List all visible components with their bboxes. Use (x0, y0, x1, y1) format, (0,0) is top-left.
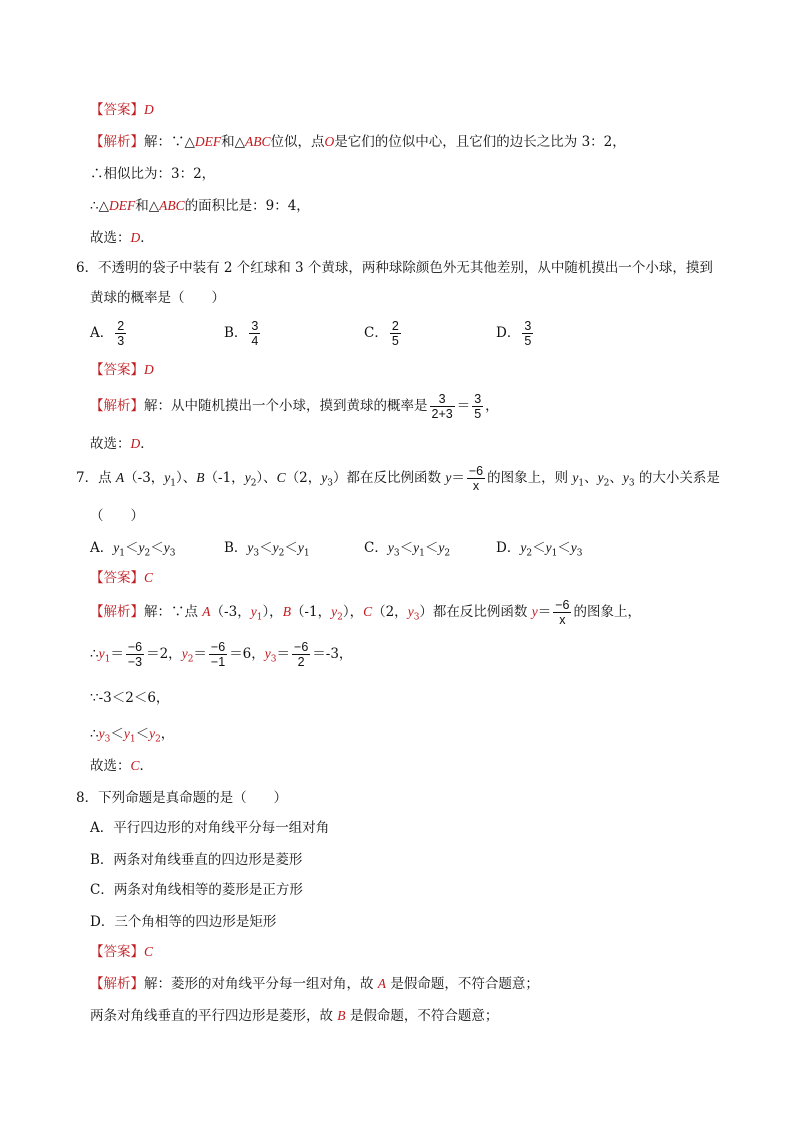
question-6-stem: 6．不透明的袋子中装有 2 个红球和 3 个黄球，两种球除颜色外无其他差别，从中随机摸出一个小球，摸到 (76, 260, 713, 276)
question-8-stem: 8．下列命题是真命题的是（ ） (76, 790, 288, 806)
answer-line-q7: 【答案】C (90, 570, 154, 586)
answer-line-q8: 【答案】C (90, 944, 154, 960)
explanation-line-q8-2: 两条对角线垂直的平行四边形是菱形，故 B 是假命题，不符合题意； (90, 1008, 499, 1024)
q7-option-b: B．$y_3<y_2<y_1$ (224, 540, 310, 559)
explanation-line-q5-3: ∴△DEF和△ABC的面积比是：9：4， (90, 198, 310, 214)
q6-option-c: C． $\frac{2}{5}$ (364, 319, 399, 348)
conclusion-line-q7: 故选：C． (90, 758, 154, 774)
q8-option-d: D．三个角相等的四边形是矩形 (90, 914, 277, 930)
explanation-line-q7-1: 【解析】解：∵点 A（-3，$y_1$），B（-1，$y_2$），C（2，$y_3$）都在反比例函数 y＝ $\frac{-6}{x}$ 的图象上， (90, 598, 641, 627)
question-7-stem-cont: （ ） (90, 508, 144, 524)
question-7-stem: 7．点 A（-3，$y_1$）、B（-1，$y_2$）、C（2，$y_3$）都在反比例函数 y＝ $\frac{-6}{x}$ 的图象上，则 $y_1$、$y_2$、$y_3$ 的大小关系是 (76, 464, 720, 493)
q8-option-c: C．两条对角线相等的菱形是正方形 (90, 882, 303, 898)
answer-line-q5: 【答案】D (90, 102, 154, 118)
q7-option-c: C．$y_3<y_1<y_2$ (364, 540, 451, 559)
q6-option-b: B． $\frac{3}{4}$ (224, 319, 259, 348)
conclusion-line-q5: 故选：D． (90, 230, 154, 246)
q7-option-d: D．$y_2<y_1<y_3$ (496, 540, 583, 559)
q6-option-a: A． $\frac{2}{3}$ (90, 319, 125, 348)
explanation-line-q7-4: $\therefore y_3<y_1<y_2$， (90, 726, 175, 745)
conclusion-line-q6: 故选：D． (90, 436, 154, 452)
q6-option-d: D． $\frac{3}{5}$ (496, 319, 532, 348)
explanation-line-q8-1: 【解析】解：菱形的对角线平分每一组对角，故 A 是假命题，不符合题意； (90, 976, 539, 992)
explanation-line-q7-3: ∵-3＜2＜6， (90, 690, 170, 706)
explanation-line-q5-2: ∴相似比为：3：2， (90, 166, 216, 182)
explanation-line-q5-1: 【解析】解：∵△DEF和△ABC位似，点O是它们的位似中心，且它们的边长之比为 3：2， (90, 134, 626, 150)
q8-option-b: B．两条对角线垂直的四边形是菱形 (90, 852, 303, 868)
q8-option-a: A．平行四边形的对角线平分每一组对角 (90, 820, 330, 836)
explanation-line-q6: 【解析】解：从中随机摸出一个小球，摸到黄球的概率是 $\frac{3}{2+3}$ ＝ $\frac{3}{5}$ ， (90, 392, 499, 421)
explanation-line-q7-2: $\therefore y_1=$ $\frac{-6}{-3}$ ＝2，$y_2=$ $\frac{-6}{-1}$ ＝6，$y_3=$ $\frac{-6}{2}$ ＝-3， (90, 640, 353, 669)
question-6-stem-cont: 黄球的概率是（ ） (90, 290, 225, 306)
answer-line-q6: 【答案】D (90, 362, 154, 378)
q7-option-a: A．$y_1<y_2<y_3$ (90, 540, 176, 559)
